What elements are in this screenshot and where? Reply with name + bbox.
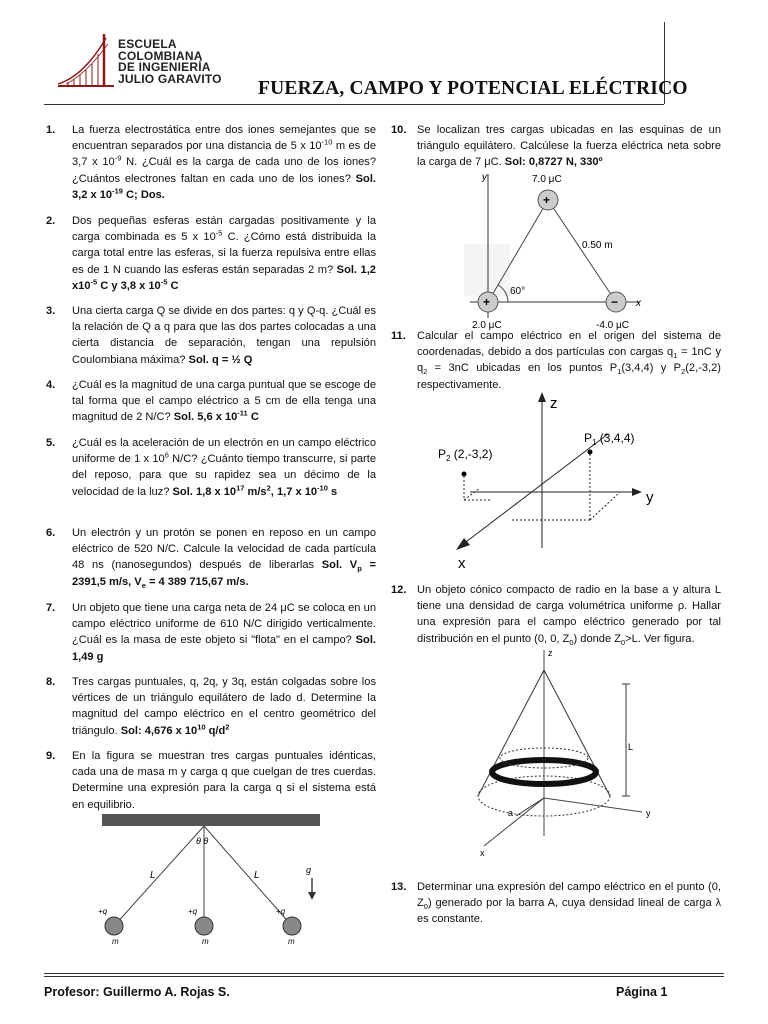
- problem-text: La fuerza electrostática entre dos iones semejantes que se encuentran separados por una distancia de 5 x $10^{-10}$ m es de 3,7 x $10^{-9}$ N. ¿Cuál es la carga de cada uno de los iones? ¿Cuántos electrones faltan en cada uno de los iones? Sol. 3,2 x $10^{-19}$ C; Dos.: [72, 124, 377, 201]
- problem-number: 11.: [391, 330, 406, 342]
- footer-author: Profesor: Guillermo A. Rojas S.: [44, 985, 230, 999]
- radius-label: a: [508, 808, 514, 818]
- logo: [56, 26, 118, 90]
- ceiling-bar: [102, 814, 320, 826]
- figure-3d-points: [430, 388, 670, 572]
- logo-line: ESCUELA: [118, 37, 177, 51]
- point-p1-label: $P_1$ (3,4,4): [584, 431, 635, 447]
- figure-charge-triangle: [448, 168, 648, 332]
- cone-edge: [544, 670, 610, 796]
- x-axis-label: x: [480, 848, 485, 858]
- problem-number: 9.: [46, 750, 56, 762]
- side-length-label: 0.50 m: [582, 240, 613, 251]
- x-axis-label: x: [636, 298, 641, 309]
- cone-edge: [478, 670, 544, 796]
- point-p2-label: $P_2$ (2,-3,2): [438, 447, 493, 463]
- left-column: [46, 122, 376, 822]
- z-arrowhead-icon: [538, 392, 546, 402]
- plus-sign-icon: +: [483, 295, 491, 309]
- charge-label: +q: [98, 907, 108, 916]
- height-label: L: [628, 742, 634, 752]
- point-p2: [462, 472, 467, 477]
- x-axis: [484, 798, 544, 846]
- problem-text: Calcular el campo eléctrico en el origen del sistema de coordenadas, debido a dos partículas con cargas $q_1 = 1nC$ y $q_2 = 3nC$ ubicadas en los puntos $P_1(3,4,4)$ y $P_2(2,-3,2)$ respectivamente.: [417, 330, 722, 391]
- minus-sign-icon: −: [611, 295, 619, 309]
- logo-line: COLOMBIANA: [118, 48, 203, 63]
- problem-text: Una cierta carga Q se divide en dos partes: q y Q-q. ¿Cuál es la relación de Q a q para que las dos partes colocadas a una cierta distancia de separación, tengan una repulsión Coulombiana máxima? Sol. q = ½ Q: [72, 305, 376, 366]
- charge-label: +q: [276, 907, 286, 916]
- figure-cone: [476, 646, 676, 876]
- bleed-through: [464, 244, 510, 296]
- logo-line: JULIO GARAVITO: [118, 71, 222, 86]
- problem-text: Un objeto cónico compacto de radio en la base a y altura L tiene una densidad de carga volumétrica uniforme ρ. Hallar una expresión para el campo eléctrico generado por tal distribución en el punto (0, 0, $Z_0$) donde $Z_0>L$. Ver figura.: [417, 584, 721, 647]
- mass-label: m: [112, 937, 119, 946]
- point-p1: [588, 450, 593, 455]
- charge-sphere: [195, 917, 213, 935]
- triangle-side: [548, 200, 616, 302]
- problem-number: 10.: [391, 124, 407, 136]
- plus-sign-icon: +: [543, 193, 551, 207]
- problem-number: 8.: [46, 676, 56, 688]
- problem-text: Dos pequeñas esferas están cargadas positivamente y la carga combinada es 5 x $10^{-5}$ C. ¿Cómo está distribuida la carga total entre las esferas, si la fuerza repulsiva entre ellas es de 1 N cuando las esferas están separadas 2 m? Sol. 1,2 $x10^{-5}$ C y 3,8 x $10^{-5}$ C: [72, 215, 376, 292]
- length-label: L: [254, 870, 260, 881]
- page-title: FUERZA, CAMPO Y POTENCIAL ELÉCTRICO: [258, 78, 688, 99]
- y-axis-label: y: [646, 489, 654, 506]
- problem-number: 3.: [46, 305, 56, 317]
- charge-label: +q: [188, 907, 198, 916]
- angle-label: 60°: [510, 286, 526, 297]
- problem-text: Un objeto que tiene una carga neta de 24 μC se coloca en un campo eléctrico uniforme de 610 N/C dirigido verticalmente. ¿Cuál es la masa de este objeto si "flota" en el campo? Sol. 1,49 g: [72, 602, 376, 663]
- problem-number: 2.: [46, 215, 56, 227]
- charge-label-left: 2.0 μC: [472, 320, 502, 331]
- z-axis-label: z: [548, 648, 553, 658]
- problem-number: 12.: [391, 584, 407, 596]
- footer-page-number: Página 1: [616, 985, 668, 999]
- problem-number: 13.: [391, 881, 407, 893]
- gravity-label: g: [306, 865, 312, 875]
- gravity-arrowhead-icon: [308, 892, 316, 900]
- problem-text: Determinar una expresión del campo eléctrico en el punto (0, $Z_0$) generado por la barra A, cuya densidad lineal de carga λ es constante.: [417, 881, 721, 926]
- charge-label-top: 7.0 μC: [532, 174, 562, 185]
- problem-text: En la figura se muestran tres cargas puntuales idénticas, cada una de masa m y carga q que cuelgan de tres cuerdas. Determine una expresión para la carga q si el sistema está en equilibrio.: [72, 750, 376, 811]
- mass-label: m: [288, 937, 295, 946]
- logo-line: DE INGENIERÍA: [118, 60, 211, 74]
- problem-text: Un electrón y un protón se ponen en reposo en un campo eléctrico de 520 N/C. Calcule la velocidad de cada partícula 48 ns (nanosegundos) después de liberarlas Sol. $V_p = 2391,5$ m/s, $V_e = 4$ 389 715,67 m/s.: [72, 527, 376, 590]
- charge-sphere: [105, 917, 123, 935]
- problem-number: 5.: [46, 437, 56, 449]
- charge-label-right: -4.0 μC: [596, 320, 629, 331]
- logo-text: [118, 39, 222, 85]
- header-divider: [44, 104, 664, 105]
- p1-dashed: [590, 492, 620, 520]
- problem-number: 6.: [46, 527, 56, 539]
- mass-label: m: [202, 937, 209, 946]
- problem-number: 4.: [46, 379, 56, 391]
- y-axis-label: y: [646, 808, 651, 818]
- footer-divider: [44, 973, 724, 974]
- problem-text: ¿Cuál es la aceleración de un electrón en un campo eléctrico uniforme de 1 x $10^6$ N/C? ¿Cuánto tiempo transcurre, si parte del reposo, para que su rapidez sea un décimo de la velocidad de la luz? Sol. 1,8 x $10^{17}$ $m/s^2$, 1,7 x $10^{-10}$ s: [72, 437, 376, 498]
- y-arrowhead-icon: [632, 488, 642, 496]
- footer-divider: [44, 976, 724, 977]
- angle-label: θ θ: [196, 836, 209, 846]
- charge-sphere: [283, 917, 301, 935]
- length-label: L: [150, 870, 156, 881]
- problem-number: 1.: [46, 124, 56, 136]
- problem-text: ¿Cuál es la magnitud de una carga puntual que se escoge de tal forma que el campo eléctrico a 5 cm de ella tenga una magnitud de 2 N/C? Sol. 5,6 x $10^{-11}$ C: [72, 379, 376, 424]
- y-axis: [544, 798, 642, 812]
- x-arrowhead-icon: [456, 538, 470, 550]
- z-axis-label: z: [550, 395, 558, 412]
- header-vertical-divider: [664, 22, 665, 104]
- problem-text: Se localizan tres cargas ubicadas en las esquinas de un triángulo equilátero. Calcúlese la fuerza eléctrica neta sobre la carga de 7 μC. Sol: 0,8727 N, 330º: [417, 124, 721, 169]
- p2-dashed: [464, 488, 480, 500]
- logo-mark-icon: [56, 26, 118, 90]
- radius-line: [516, 798, 544, 816]
- figure-hanging-charges: [96, 808, 328, 950]
- x-axis-label: x: [458, 555, 466, 572]
- problem-text: Tres cargas puntuales, q, 2q, y 3q, están colgadas sobre los vértices de un triángulo equilátero de lado d. Determine la magnitud del campo eléctrico en el centro geométrico del triángulo. Sol: 4,676 x $10^{10}$ $q/d^2$: [72, 676, 376, 737]
- problem-number: 7.: [46, 602, 56, 614]
- y-axis-label: y: [482, 172, 487, 183]
